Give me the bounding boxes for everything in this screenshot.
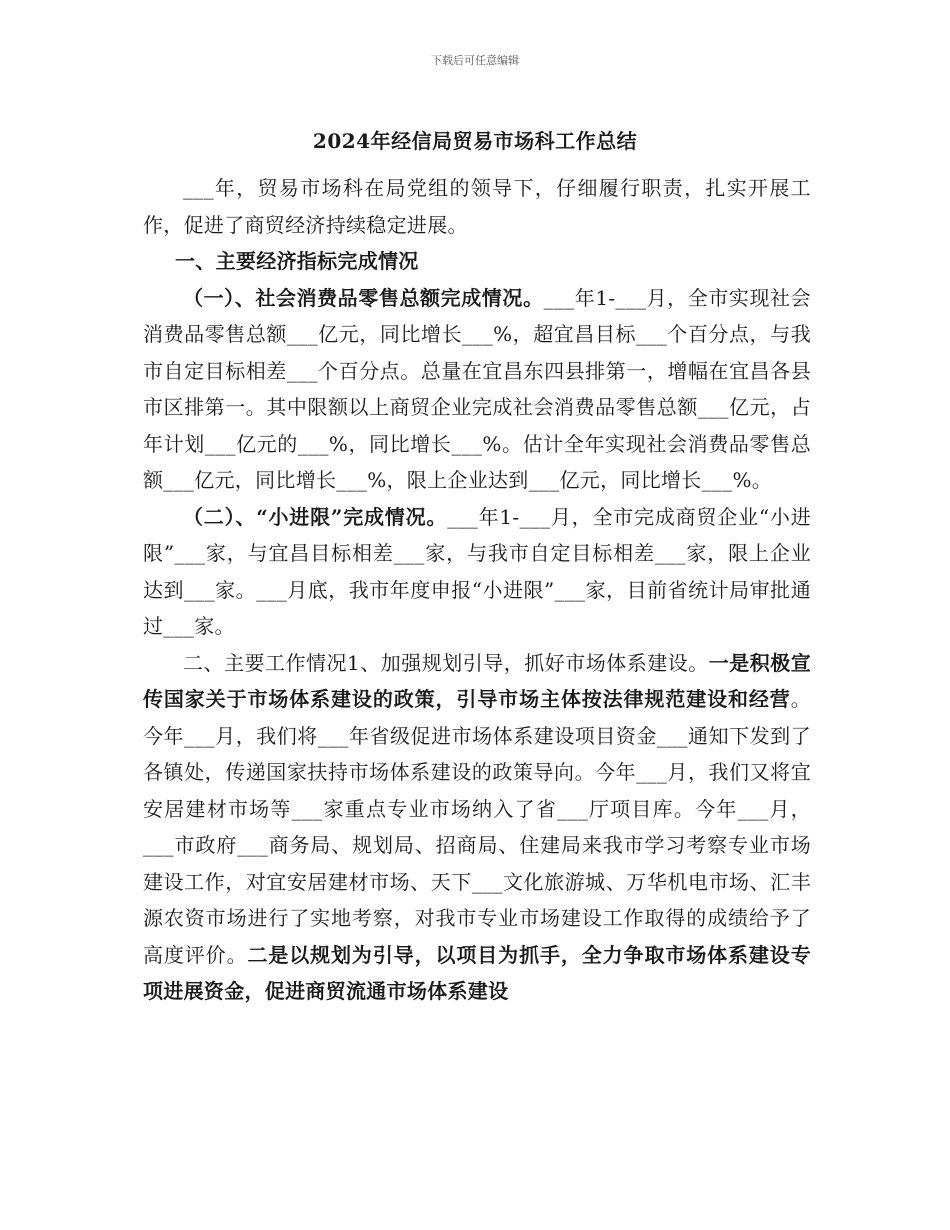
- main-work-lead: 二、主要工作情况1、加强规划引导，抓好市场体系建设。: [183, 650, 709, 675]
- paragraph-main-work: [143, 645, 811, 1010]
- main-work-point-2: 二是以规划为引导，以项目为抓手，全力争取市场体系建设专项进展资金，促进商贸流通市场体系建设: [143, 942, 811, 1003]
- section-heading-1: 一、主要经济指标完成情况: [175, 249, 419, 273]
- main-work-point-1: 一是积极宣传国家关于市场体系建设的政策，引导市场主体按法律规范建设和经营: [143, 650, 811, 711]
- main-work-detail: 。今年___月，我们将___年省级促进市场体系建设项目资金___通知下发到了各镇处，传递国家扶持市场体系建设的政策导向。今年___月，我们又将宜安居建材市场等___家重点专业市场纳入了省___厅项目库。今年___月，___市政府___商务局、规划局、招商局、住建局来我市学习考察专业市场建设工作，对宜安居建材市场、天下___文化旅游城、万华机电市场、汇丰源农资市场进行了实地考察，对我市专业市场建设工作取得的成绩给予了高度评价。: [143, 687, 811, 967]
- intro-paragraph: ___年，贸易市场科在局党组的领导下，仔细履行职责，扎实开展工作，促进了商贸经济持续稳定进展。: [143, 176, 811, 237]
- paragraph-small-to-limit: [143, 499, 811, 645]
- subheading-small-to-limit: （二）、“小进限”完成情况。: [183, 504, 448, 529]
- header-note: 下载后可任意编辑: [431, 54, 519, 67]
- small-to-limit-text: ___年1-___月，全市完成商贸企业“小进限”___家，与宜昌目标相差___家，与我市自定目标相差___家，限上企业达到___家。___月底，我市年度申报“小进限”___家，目前省统计局审批通过___家。: [143, 504, 811, 638]
- document-body: [143, 170, 811, 1010]
- subheading-retail-sales: （一）、社会消费品零售总额完成情况。: [183, 285, 544, 310]
- retail-sales-text: ___年1-___月，全市实现社会消费品零售总额___亿元，同比增长___%，超宜昌目标___个百分点，与我市自定目标相差___个百分点。总量在宜昌东四县排第一，增幅在宜昌各县市区排第一。其中限额以上商贸企业完成社会消费品零售总额___亿元，占年计划___亿元的___%，同比增长___%。估计全年实现社会消费品零售总额___亿元，同比增长___%，限上企业达到___亿元，同比增长___%。: [143, 285, 811, 492]
- page-title: 2024年经信局贸易市场科工作总结: [312, 129, 638, 153]
- paragraph-retail-sales: [143, 280, 811, 499]
